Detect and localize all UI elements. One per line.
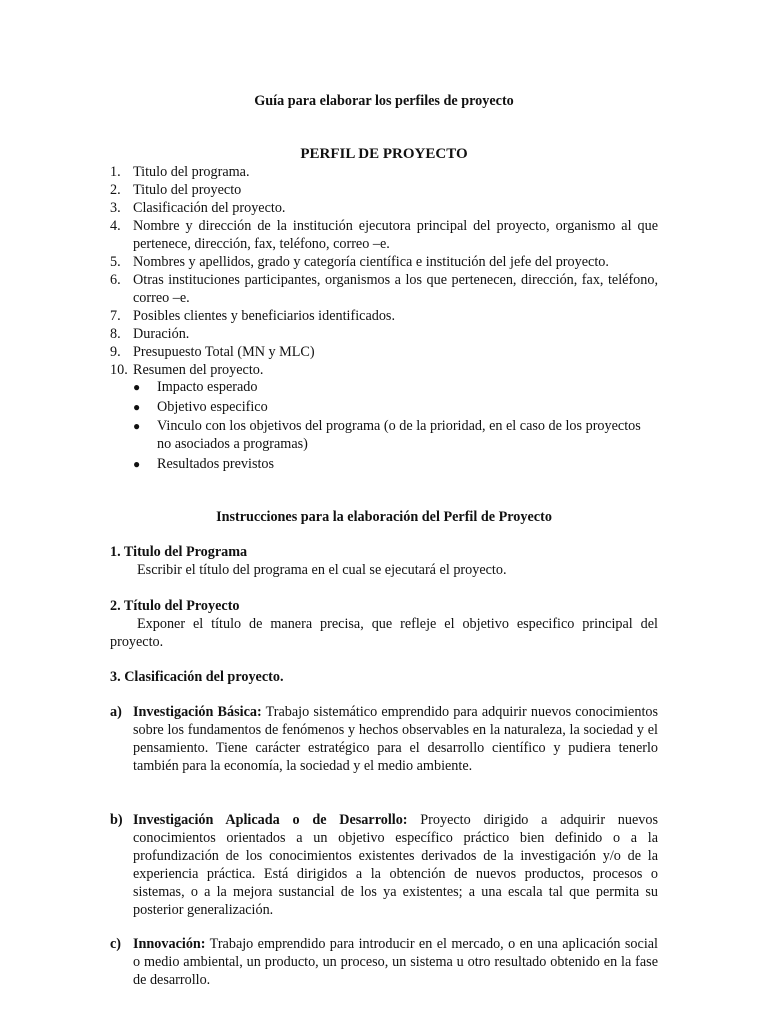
bullet-item	[133, 398, 658, 416]
section-3	[110, 668, 658, 686]
bullet-item	[133, 378, 658, 396]
item-letter: a)	[110, 704, 122, 720]
item-body	[133, 703, 658, 775]
classification-c	[110, 935, 658, 989]
list-item	[110, 325, 658, 343]
list-item-text: Otras instituciones participantes, organismos a los que pertenecen, dirección, fax, teléfono, correo –e.	[133, 272, 658, 306]
list-item-number: 2.	[110, 182, 121, 198]
section-2	[110, 597, 658, 651]
item-letter: c)	[110, 936, 122, 952]
list-item	[110, 181, 658, 199]
list-item-number: 1.	[110, 164, 121, 180]
list-item-text: Posibles clientes y beneficiarios identificados.	[133, 308, 396, 324]
bullet-text: Vinculo con los objetivos del programa (o de la prioridad, en el caso de los proyectos no asociados a programas)	[157, 418, 641, 452]
item-text: Trabajo emprendido para introducir en el mercado, o en una aplicación social o medio ambiental, un producto, un proceso, un sistema u otro resultado obtenido en la fase de desarrollo.	[133, 936, 658, 988]
item-term: Investigación Básica:	[133, 704, 262, 720]
item-text: Proyecto dirigido a adquirir nuevos conocimientos orientados a un objetivo específico práctico bien definido o a la profundización de los conocimientos existentes derivados de la investigación y/o de la experiencia práctica. Está dirigidos a la obtención de nuevos productos, procesos o sistemas, o a la mejora sustancial de los ya existentes; a una escala tal que permita su posterior generalización.	[133, 812, 658, 918]
bullet-icon: ●	[133, 419, 141, 433]
classification-b	[110, 811, 658, 919]
list-item-number: 8.	[110, 326, 121, 342]
list-item-number: 7.	[110, 308, 121, 324]
bullet-text: Resultados previstos	[157, 455, 275, 472]
list-item	[110, 307, 658, 325]
list-item	[110, 343, 658, 361]
bullet-item	[133, 417, 658, 453]
list-item-text: Nombres y apellidos, grado y categoría científica e institución del jefe del proyecto.	[133, 254, 609, 270]
section-heading: 1. Titulo del Programa	[110, 544, 248, 560]
list-item-text: Nombre y dirección de la institución ejecutora principal del proyecto, organismo al que pertenece, dirección, fax, teléfono, correo –e.	[133, 218, 658, 252]
list-item-number: 6.	[110, 272, 121, 288]
bullet-item	[133, 455, 658, 473]
item-letter: b)	[110, 812, 123, 828]
list-item-number: 10.	[110, 362, 128, 378]
item-body	[133, 811, 658, 919]
list-item-text: Clasificación del proyecto.	[133, 200, 286, 216]
section-heading: 2. Título del Proyecto	[110, 598, 240, 614]
bullet-icon: ●	[133, 399, 141, 414]
list-item-text: Presupuesto Total (MN y MLC)	[133, 344, 315, 360]
list-item	[110, 271, 658, 307]
list-item	[110, 361, 658, 379]
list-item	[110, 217, 658, 253]
list-item-number: 3.	[110, 200, 121, 216]
section-1	[110, 543, 658, 579]
list-item	[110, 253, 658, 271]
section-body: Escribir el título del programa en el cual se ejecutará el proyecto.	[137, 562, 507, 578]
item-term: Investigación Aplicada o de Desarrollo:	[133, 812, 408, 828]
bullet-list	[133, 378, 658, 474]
bullet-text: Objetivo especifico	[157, 398, 268, 415]
list-item-text: Titulo del programa.	[133, 164, 250, 180]
item-term: Innovación:	[133, 936, 206, 952]
numbered-list	[110, 163, 658, 379]
item-body	[133, 935, 658, 989]
list-item	[110, 199, 658, 217]
item-text: Trabajo sistemático emprendido para adquirir nuevos conocimientos sobre los fundamentos de fenómenos y hechos observables en la naturaleza, la sociedad y el pensamiento. Tiene carácter estratégico para el desarrollo científico y pudiera tenerlo también para la economía, la sociedad y el medio ambiente.	[133, 704, 658, 774]
list-item-text: Duración.	[133, 326, 190, 342]
list-item-number: 4.	[110, 218, 121, 234]
section-body: Exponer el título de manera precisa, que refleje el objetivo especifico principal del proyecto.	[110, 616, 658, 650]
list-item-text: Titulo del proyecto	[133, 182, 242, 198]
list-item-text: Resumen del proyecto.	[133, 362, 264, 378]
bullet-text: Impacto esperado	[157, 379, 258, 395]
list-item	[110, 163, 658, 181]
classification-a	[110, 703, 658, 775]
document-title: Guía para elaborar los perfiles de proyecto	[254, 93, 514, 109]
list-item-number: 5.	[110, 254, 121, 270]
section-heading: 3. Clasificación del proyecto.	[110, 669, 284, 685]
list-item-number: 9.	[110, 344, 121, 360]
bullet-icon: ●	[133, 456, 141, 471]
bullet-icon: ●	[133, 380, 141, 394]
instructions-title: Instrucciones para la elaboración del Perfil de Proyecto	[216, 509, 552, 525]
section-title-perfil: PERFIL DE PROYECTO	[300, 146, 468, 162]
